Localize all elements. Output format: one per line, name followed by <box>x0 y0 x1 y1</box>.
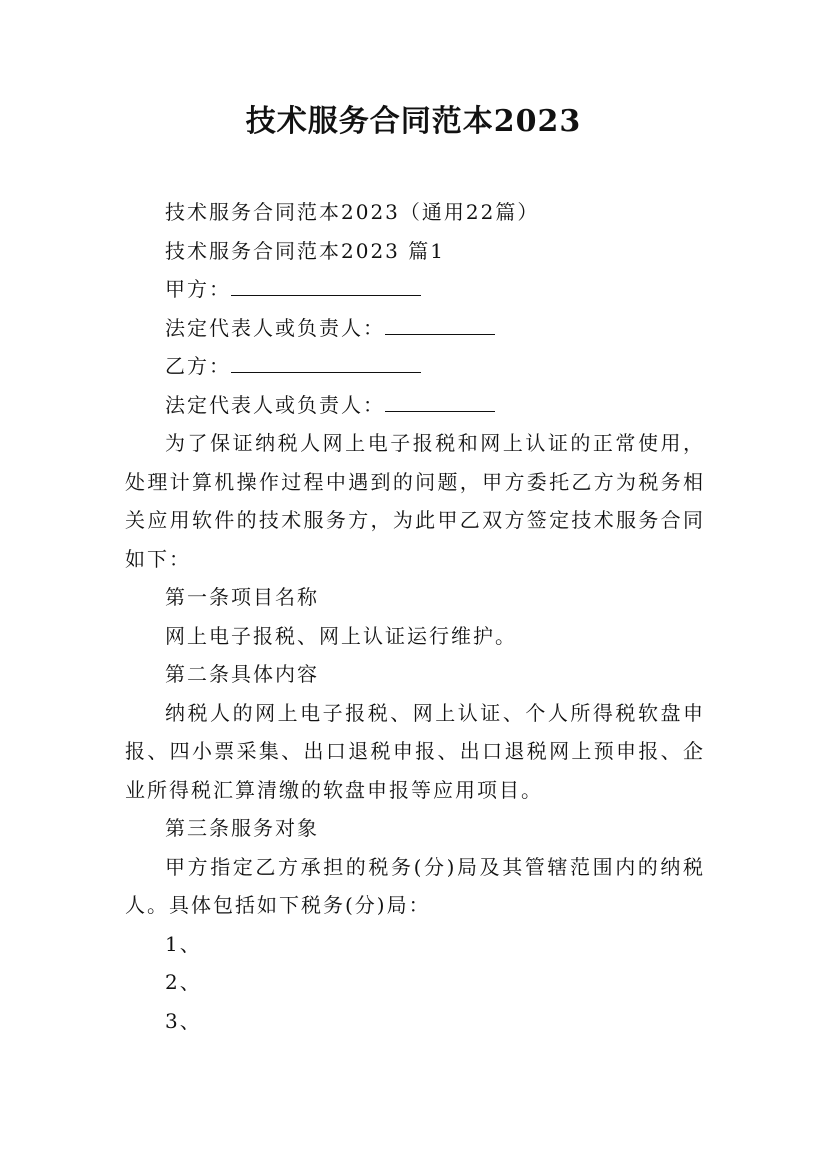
document-body <box>125 193 705 1040</box>
list-item: 3、 <box>165 1008 202 1033</box>
party-a-rep-line <box>125 309 705 348</box>
article-1-title: 第一条项目名称 <box>165 585 319 609</box>
article-3-body: 甲方指定乙方承担的税务(分)局及其管辖范围内的纳税人。具体包括如下税务(分)局： <box>125 854 705 917</box>
party-a-rep-blank <box>385 316 495 335</box>
article-2-title: 第二条具体内容 <box>165 662 319 686</box>
party-b-rep-label: 法定代表人或负责人： <box>165 392 385 417</box>
article-3-title: 第三条服务对象 <box>165 816 319 840</box>
party-b-line <box>125 347 705 386</box>
party-b-blank <box>231 354 421 373</box>
party-a-line <box>125 270 705 309</box>
party-a-rep-label: 法定代表人或负责人： <box>165 315 385 340</box>
party-a-blank <box>231 277 421 296</box>
document-title: 技术服务合同范本2023 <box>245 104 582 139</box>
article-1-body: 网上电子报税、网上认证运行维护。 <box>165 623 517 648</box>
intro-paragraph: 为了保证纳税人网上电子报税和网上认证的正常使用，处理计算机操作过程中遇到的问题，甲方委托乙方为税务相关应用软件的技术服务方，为此甲乙双方签定技术服务合同如下： <box>125 431 705 571</box>
article-2-body: 纳税人的网上电子报税、网上认证、个人所得税软盘申报、四小票采集、出口退税申报、出口退税网上预申报、企业所得税汇算清缴的软盘申报等应用项目。 <box>125 700 705 802</box>
party-b-rep-line <box>125 386 705 425</box>
list-item: 1、 <box>165 931 202 956</box>
subtitle-line: 技术服务合同范本2023（通用22篇） <box>165 200 540 224</box>
party-b-rep-blank <box>385 393 495 412</box>
list-item: 2、 <box>165 970 202 994</box>
section-heading: 技术服务合同范本2023 篇1 <box>165 238 445 263</box>
party-b-label: 乙方： <box>165 354 231 378</box>
party-a-label: 甲方： <box>165 277 231 301</box>
